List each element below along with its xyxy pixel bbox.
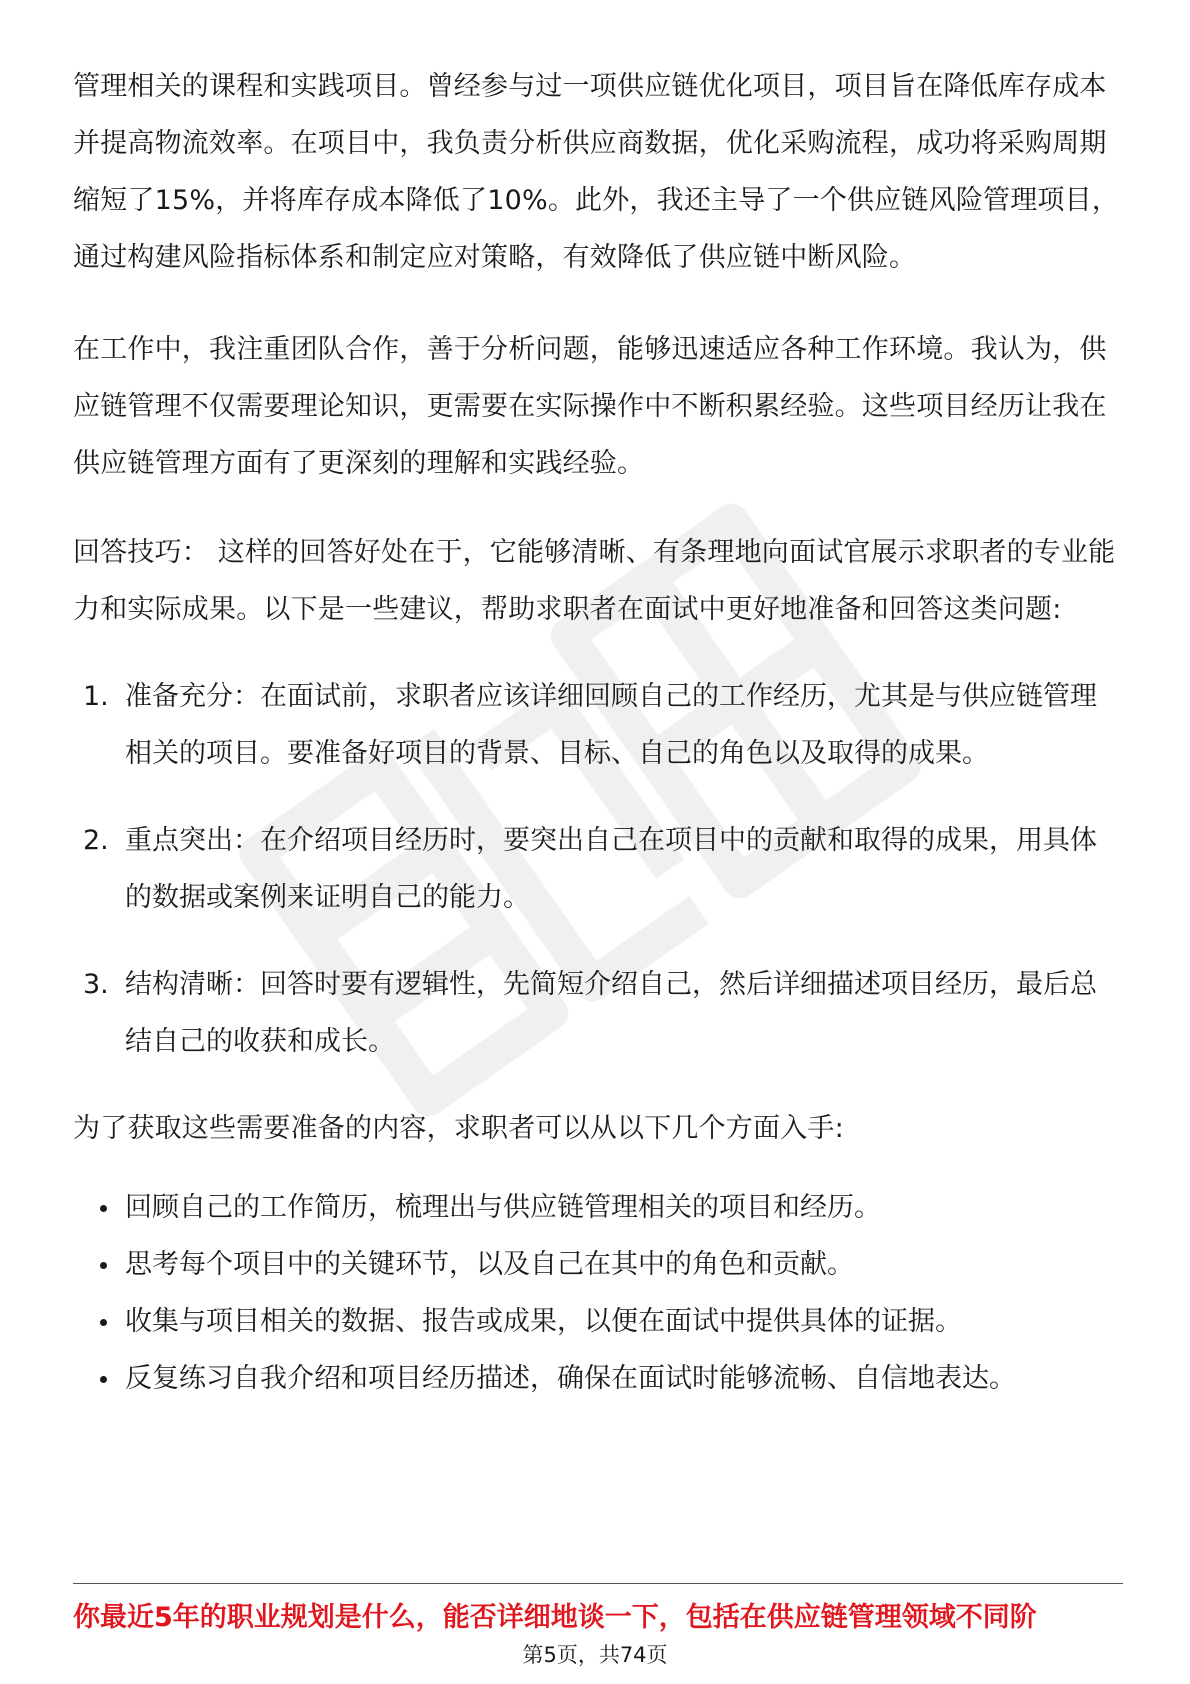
paragraph-project-experience: 管理相关的课程和实践项目。曾经参与过一项供应链优化项目，项目旨在降低库存成本并提高物流效率。在项目中，我负责分析供应商数据，优化采购流程，成功将采购周期缩短了15%，并将库存成本降低了10%。此外，我还主导了一个供应链风险管理项目，通过构建风险指标体系和制定应对策略，有效降低了供应链中断风险。 [73,71,1120,273]
list-item [73,956,1123,1070]
list-number: 1. [83,681,109,712]
list-item-text: 收集与项目相关的数据、报告或成果，以便在面试中提供具体的证据。 [125,1306,962,1337]
list-item-text: 反复练习自我介绍和项目经历描述，确保在面试时能够流畅、自信地表达。 [125,1363,1016,1394]
list-item-text: 回顾自己的工作简历，梳理出与供应链管理相关的项目和经历。 [125,1192,881,1223]
list-item [73,1293,1123,1350]
numbered-advice-list [73,668,1123,1070]
bullet-dot [100,1205,107,1212]
list-number: 2. [83,825,109,856]
bullet-dot [100,1376,107,1383]
paragraph-answer-tips: 回答技巧： 这样的回答好处在于，它能够清晰、有条理地向面试官展示求职者的专业能力和实际成果。以下是一些建议，帮助求职者在面试中更好地准备和回答这类问题: [73,537,1116,625]
list-item [73,668,1123,782]
bullet-dot [100,1262,107,1269]
next-question-heading: 你最近5年的职业规划是什么，能否详细地谈一下，包括在供应链管理领域不同阶 [73,1602,1037,1633]
list-item [73,1236,1123,1293]
paragraph-preparation-intro: 为了获取这些需要准备的内容，求职者可以从以下几个方面入手: [73,1113,844,1144]
list-item [73,812,1123,926]
list-item-text: 结构清晰：回答时要有逻辑性，先简短介绍自己，然后详细描述项目经历，最后总结自己的收获和成长。 [125,969,1097,1057]
main-content [73,58,1123,1407]
section-divider [73,1583,1123,1584]
list-item-text: 准备充分：在面试前，求职者应该详细回顾自己的工作经历，尤其是与供应链管理相关的项目。要准备好项目的背景、目标、自己的角色以及取得的成果。 [125,681,1097,769]
list-item-text: 重点突出：在介绍项目经历时，要突出自己在项目中的贡献和取得的成果，用具体的数据或案例来证明自己的能力。 [125,825,1097,913]
page-number: 第5页，共74页 [522,1643,668,1667]
list-item [73,1179,1123,1236]
list-item [73,1350,1123,1407]
bullet-preparation-list [73,1179,1123,1407]
list-item-text: 思考每个项目中的关键环节，以及自己在其中的角色和贡献。 [125,1249,854,1280]
paragraph-work-attitude: 在工作中，我注重团队合作，善于分析问题，能够迅速适应各种工作环境。我认为，供应链管理不仅需要理论知识，更需要在实际操作中不断积累经验。这些项目经历让我在供应链管理方面有了更深刻的理解和实践经验。 [73,334,1107,479]
list-number: 3. [83,969,109,1000]
bullet-dot [100,1319,107,1326]
